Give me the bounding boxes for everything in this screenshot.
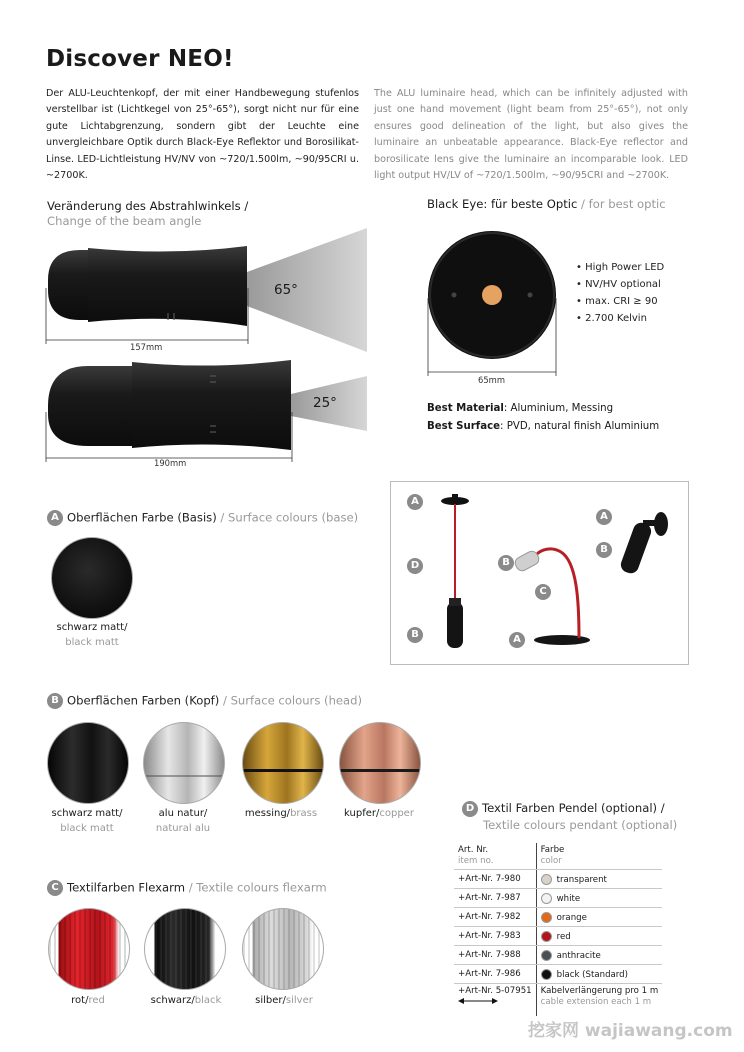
watermark-text: 挖家网 wajiawang.com (528, 1021, 733, 1041)
pendant-colour-table (454, 843, 662, 1016)
section-c-heading (47, 880, 327, 896)
art-nr-cell: +Art-Nr. 7-980 (454, 870, 536, 889)
beam-angle-title-de: Veränderung des Abstrahlwinkels / (47, 199, 249, 213)
swatch-label-de: kupfer/ (344, 808, 380, 819)
section-c-title-en: Textile colours flexarm (196, 880, 327, 895)
color-dot-orange (541, 912, 552, 923)
table-row (454, 927, 662, 946)
section-b-title-de: Oberflächen Farben (Kopf) (67, 693, 220, 708)
section-a-marker: A (47, 510, 63, 526)
marker-b: B (498, 555, 514, 571)
section-b-marker: B (47, 693, 63, 709)
feature-item: • High Power LED (576, 262, 665, 273)
art-nr-cell: +Art-Nr. 7-986 (454, 965, 536, 984)
column-header-art-en: item no. (458, 856, 494, 866)
swatch-head-copper (339, 722, 421, 804)
section-b-heading (47, 693, 362, 709)
angle-label-narrow: 25° (313, 395, 337, 411)
wall-lamp-drawing (619, 512, 668, 576)
swatch-label-en: black (194, 995, 222, 1006)
extension-art-nr: +Art-Nr. 5-07951 (458, 986, 532, 996)
column-header-color-de: Farbe (540, 845, 565, 855)
swatch-label-en: black matt (60, 823, 114, 834)
marker-a: A (407, 494, 423, 510)
swatch-label (38, 993, 138, 1008)
lamp-variants-illustration (391, 482, 688, 664)
color-name-cell: white (556, 893, 581, 904)
feature-item: • 2.700 Kelvin (576, 313, 647, 324)
section-c-sep: / (185, 880, 197, 895)
swatch-head-brass (242, 722, 324, 804)
swatch-label (37, 806, 137, 836)
swatch-label-en: red (88, 995, 105, 1006)
swatch-label (133, 806, 233, 836)
swatch-label (134, 993, 238, 1008)
table-row-extension (454, 984, 662, 1017)
black-eye-title (427, 197, 666, 211)
section-d-marker: D (462, 801, 478, 817)
section-d-title-en: Textile colours pendant (optional) (483, 817, 678, 832)
pendant-lamp-drawing (441, 494, 469, 648)
color-name-cell: anthracite (556, 950, 601, 961)
color-name-cell: orange (556, 912, 587, 923)
art-nr-cell: +Art-Nr. 7-988 (454, 946, 536, 965)
section-a-title-en: Surface colours (base) (228, 510, 359, 525)
marker-a: A (509, 632, 525, 648)
color-dot-anthracite (541, 950, 552, 961)
swatch-label-de: silber/ (255, 995, 286, 1006)
page-title: Discover NEO! (46, 46, 234, 72)
swatch-head-natural-alu (143, 722, 225, 804)
swatch-label-en: brass (290, 808, 318, 819)
swatch-head-black-matt (47, 722, 129, 804)
dimension-label-65: 65mm (478, 375, 505, 385)
extension-desc-de: Kabelverlängerung pro 1 m (540, 986, 659, 996)
angle-label-wide: 65° (274, 282, 298, 298)
feature-list (576, 259, 664, 327)
section-a-heading (47, 510, 358, 526)
color-name-cell: transparent (556, 874, 607, 885)
material-info (427, 400, 659, 435)
table-row (454, 908, 662, 927)
section-b-title-en: Surface colours (head) (230, 693, 363, 708)
column-header-art-de: Art. Nr. (458, 845, 489, 855)
swatch-label (232, 993, 336, 1008)
marker-c: C (535, 584, 551, 600)
beam-angle-title-en: Change of the beam angle (47, 214, 202, 228)
section-d-heading (462, 800, 677, 833)
table-header-row (454, 843, 662, 870)
material-value: : Aluminium, Messing (503, 403, 614, 414)
swatch-label-en: silver (285, 995, 313, 1006)
section-d-title-de: Textil Farben Pendel (optional) / (482, 801, 665, 815)
swatch-flexarm-silver (242, 908, 324, 990)
color-name-cell: red (556, 931, 571, 942)
swatch-label-en: copper (379, 808, 414, 819)
section-c-title-de: Textilfarben Flexarm (67, 880, 186, 895)
black-eye-title-en: for best optic (588, 197, 666, 211)
swatch-label (226, 806, 336, 821)
swatch-label (324, 806, 434, 821)
table-row (454, 889, 662, 908)
black-eye-lens (482, 285, 502, 305)
section-a-sep: / (216, 510, 229, 525)
beam-angle-heading (47, 199, 248, 229)
luminaire-short (48, 246, 247, 326)
table-row (454, 965, 662, 984)
black-eye-title-sep: / (577, 197, 589, 211)
marker-a: A (596, 509, 612, 525)
swatch-flexarm-red (48, 908, 130, 990)
intro-text-de: Der ALU-Leuchtenkopf, der mit einer Handbewegung stufenlos verstellbar ist (Lichtkegel von 25°-65°), sorgt nicht nur für eine gute Lichtabgrenzung, sondern gibt der Leuchte eine unvergleichbare Optik durch Black-Eye Reflektor und Borosilikat-Linse. LED-Lichtleistung HV/NV von ~720/1.500lm, ~90/95CRI u. ~2700K. (46, 88, 359, 182)
color-dot-red (541, 931, 552, 942)
marker-d: D (407, 558, 423, 574)
swatch-label-en: natural alu (155, 823, 211, 834)
material-label: Best Material (427, 403, 504, 414)
color-dot-transparent (541, 874, 552, 885)
column-header-color-en: color (540, 856, 562, 866)
black-eye-title-de: Black Eye: für beste Optic (427, 197, 578, 211)
beam-angle-illustration (40, 226, 380, 471)
table-row (454, 946, 662, 965)
dimension-label-190: 190mm (154, 458, 187, 468)
art-nr-cell: +Art-Nr. 7-982 (454, 908, 536, 927)
section-b-sep: / (219, 693, 231, 708)
color-dot-white (541, 893, 552, 904)
swatch-flexarm-black (144, 908, 226, 990)
color-name-cell: black (Standard) (556, 969, 628, 980)
section-c-marker: C (47, 880, 63, 896)
marker-b: B (596, 542, 612, 558)
surface-value: : PVD, natural finish Aluminium (500, 420, 660, 432)
swatch-label-de: schwarz/ (150, 995, 195, 1006)
feature-item: • NV/HV optional (576, 279, 661, 290)
art-nr-cell: +Art-Nr. 7-987 (454, 889, 536, 908)
swatch-label-de: schwarz matt/ (51, 808, 123, 819)
table-row (454, 870, 662, 889)
marker-b: B (407, 627, 423, 643)
product-variants-diagram (390, 481, 689, 665)
table-lamp-drawing (513, 549, 590, 645)
swatch-label (40, 620, 144, 650)
art-nr-cell: +Art-Nr. 7-983 (454, 927, 536, 946)
swatch-label-de: schwarz matt/ (56, 622, 128, 633)
intro-text-en: The ALU luminaire head, which can be infinitely adjusted with just one hand movement (light beam from 25°-65°), not only ensures good delineation of the light, but also gives the luminaire an unbeatable appearance. Black-Eye reflector and borosilicate lens give the luminaire an incomparable look. LED light output HV/LV of ~720/1.500lm, ~90/95CRI and ~2700K. (374, 88, 688, 182)
surface-label: Best Surface (427, 420, 501, 432)
swatch-label-de: messing/ (244, 808, 291, 819)
feature-item: • max. CRI ≥ 90 (576, 296, 658, 307)
swatch-label-en: black matt (65, 637, 119, 648)
color-dot-black (541, 969, 552, 980)
extension-desc-en: cable extension each 1 m (540, 997, 652, 1007)
light-cone-wide (247, 228, 367, 352)
section-a-title-de: Oberflächen Farbe (Basis) (67, 510, 217, 525)
swatch-label-de: rot/ (71, 995, 89, 1006)
luminaire-long (48, 360, 291, 450)
swatch-base-black-matt (51, 537, 133, 619)
black-eye-front-view (424, 226, 564, 381)
swatch-label-de: alu natur/ (158, 808, 208, 819)
double-arrow-icon (458, 996, 498, 1006)
dimension-label-157: 157mm (130, 342, 163, 352)
